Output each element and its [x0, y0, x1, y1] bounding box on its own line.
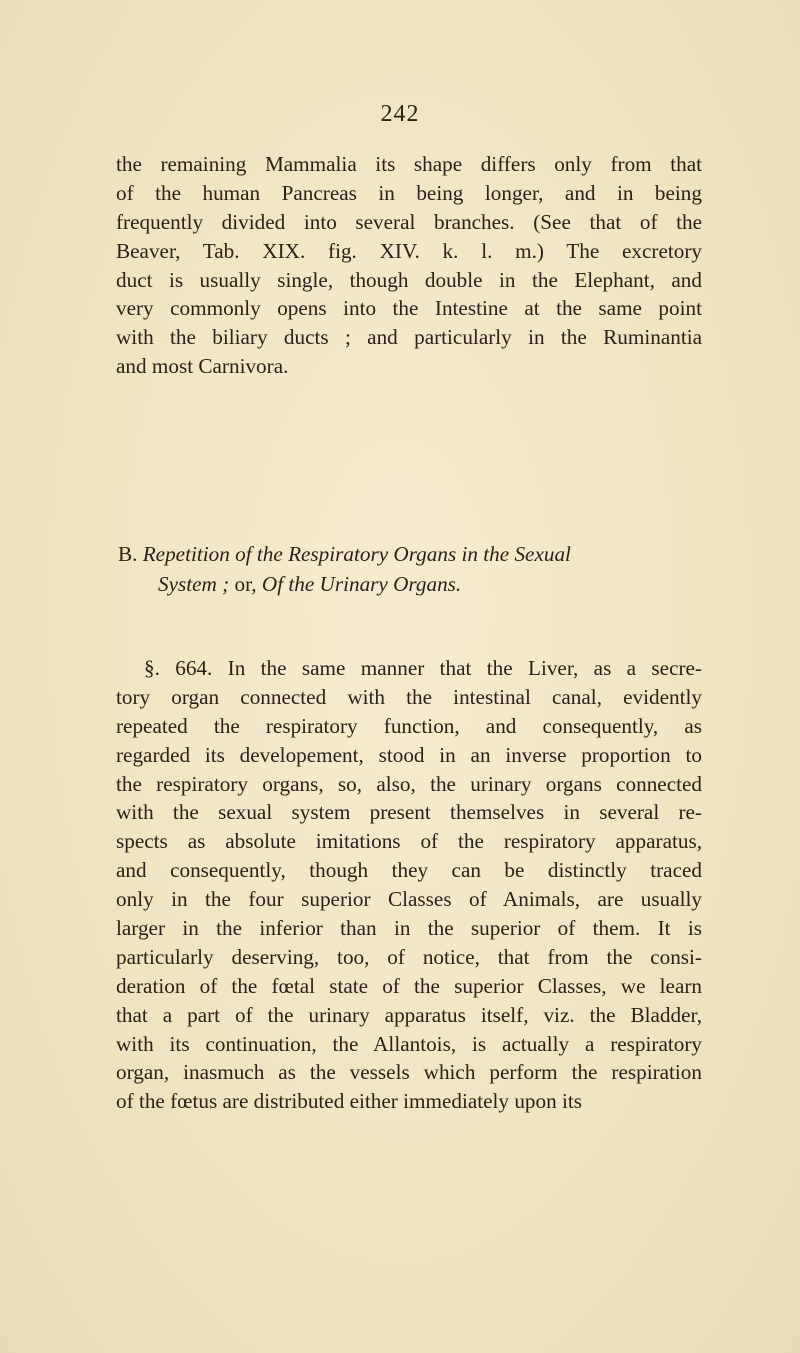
text-line: with the sexual system present themselves in several re- — [116, 800, 702, 825]
text-line: with the biliary ducts ; and particularly in the Ruminantia — [116, 325, 702, 350]
paragraph-664 — [116, 654, 702, 1116]
text-line: and most Carnivora. — [116, 354, 289, 379]
text-line: the remaining Mammalia its shape differs only from that — [116, 152, 702, 176]
text-line: deration of the fœtal state of the superior Classes, we learn — [116, 973, 702, 998]
text-line: repeated the respiratory function, and consequently, as — [116, 713, 702, 738]
section-letter: B. — [118, 542, 138, 566]
text-line: duct is usually single, though double in the Elephant, and — [116, 267, 702, 292]
text-line: the respiratory organs, so, also, the urinary organs connected — [116, 771, 702, 796]
section-heading-line-1 — [118, 539, 718, 569]
section-heading — [118, 539, 718, 599]
section-title-part-1: Repetition of the Respiratory Organs in the Sexual — [142, 542, 571, 566]
page-number: 242 — [380, 101, 420, 127]
text-line: spects as absolute imitations of the respiratory apparatus, — [116, 829, 702, 854]
text-line: that a part of the urinary apparatus itself, viz. the Bladder, — [116, 1002, 702, 1027]
text-line: of the human Pancreas in being longer, and in being — [116, 180, 702, 205]
text-line: of the fœtus are distributed either immediately upon its — [116, 1089, 583, 1114]
text-line: Beaver, Tab. XIX. fig. XIV. k. l. m.) The excretory — [116, 238, 702, 263]
section-heading-line-2 — [118, 569, 718, 599]
text-line: §. 664. In the same manner that the Liver, as a secre- — [144, 656, 702, 680]
section-title-connector: or, — [234, 572, 257, 596]
section-title-part-3: Of the Urinary Organs. — [261, 572, 462, 596]
text-line: particularly deserving, too, of notice, that from the consi- — [116, 944, 702, 969]
text-line: regarded its developement, stood in an inverse proportion to — [116, 742, 702, 767]
text-line: very commonly opens into the Intestine at the same point — [116, 296, 702, 321]
text-line: tory organ connected with the intestinal canal, evidently — [116, 684, 702, 709]
paragraph-pancreas — [116, 150, 702, 381]
text-line: organ, inasmuch as the vessels which perform the respiration — [116, 1060, 702, 1085]
text-line: with its continuation, the Allantois, is actually a respiratory — [116, 1031, 702, 1056]
text-line: frequently divided into several branches. (See that of the — [116, 209, 702, 234]
text-line: only in the four superior Classes of Animals, are usually — [116, 887, 702, 912]
text-line: larger in the inferior than in the superior of them. It is — [116, 916, 702, 941]
section-title-part-2: System ; — [158, 572, 230, 596]
text-line: and consequently, though they can be distinctly traced — [116, 858, 702, 883]
